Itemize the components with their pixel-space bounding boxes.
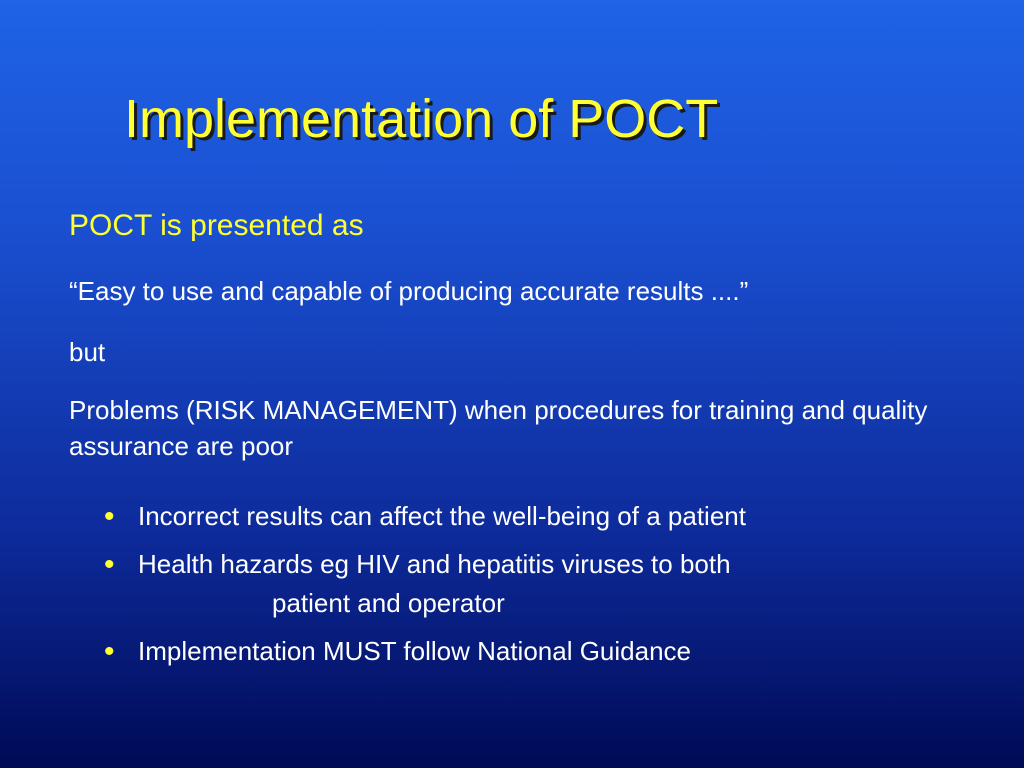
but-text: but [69,337,106,367]
bullet-dot-icon: • [104,548,115,581]
bullet-continuation: patient and operator [272,588,505,618]
problems-text: Problems (RISK MANAGEMENT) when procedures for training and quality assurance are poor [69,395,928,461]
bullet-list [100,497,746,680]
bullet-text: Incorrect results can affect the well-being of a patient [138,501,746,531]
bullet-item [100,632,746,671]
bullet-text: Implementation MUST follow National Guidance [138,636,692,666]
bullet-dot-icon: • [104,635,115,668]
bullet-item [100,545,746,623]
slide-title: Implementation of POCT [124,89,719,149]
bullet-item [100,497,746,536]
bullet-dot-icon: • [104,500,115,533]
bullet-text: Health hazards eg HIV and hepatitis viruses to both [138,549,731,579]
subheading: POCT is presented as [69,209,364,242]
quote-text: “Easy to use and capable of producing accurate results ....” [69,276,749,306]
